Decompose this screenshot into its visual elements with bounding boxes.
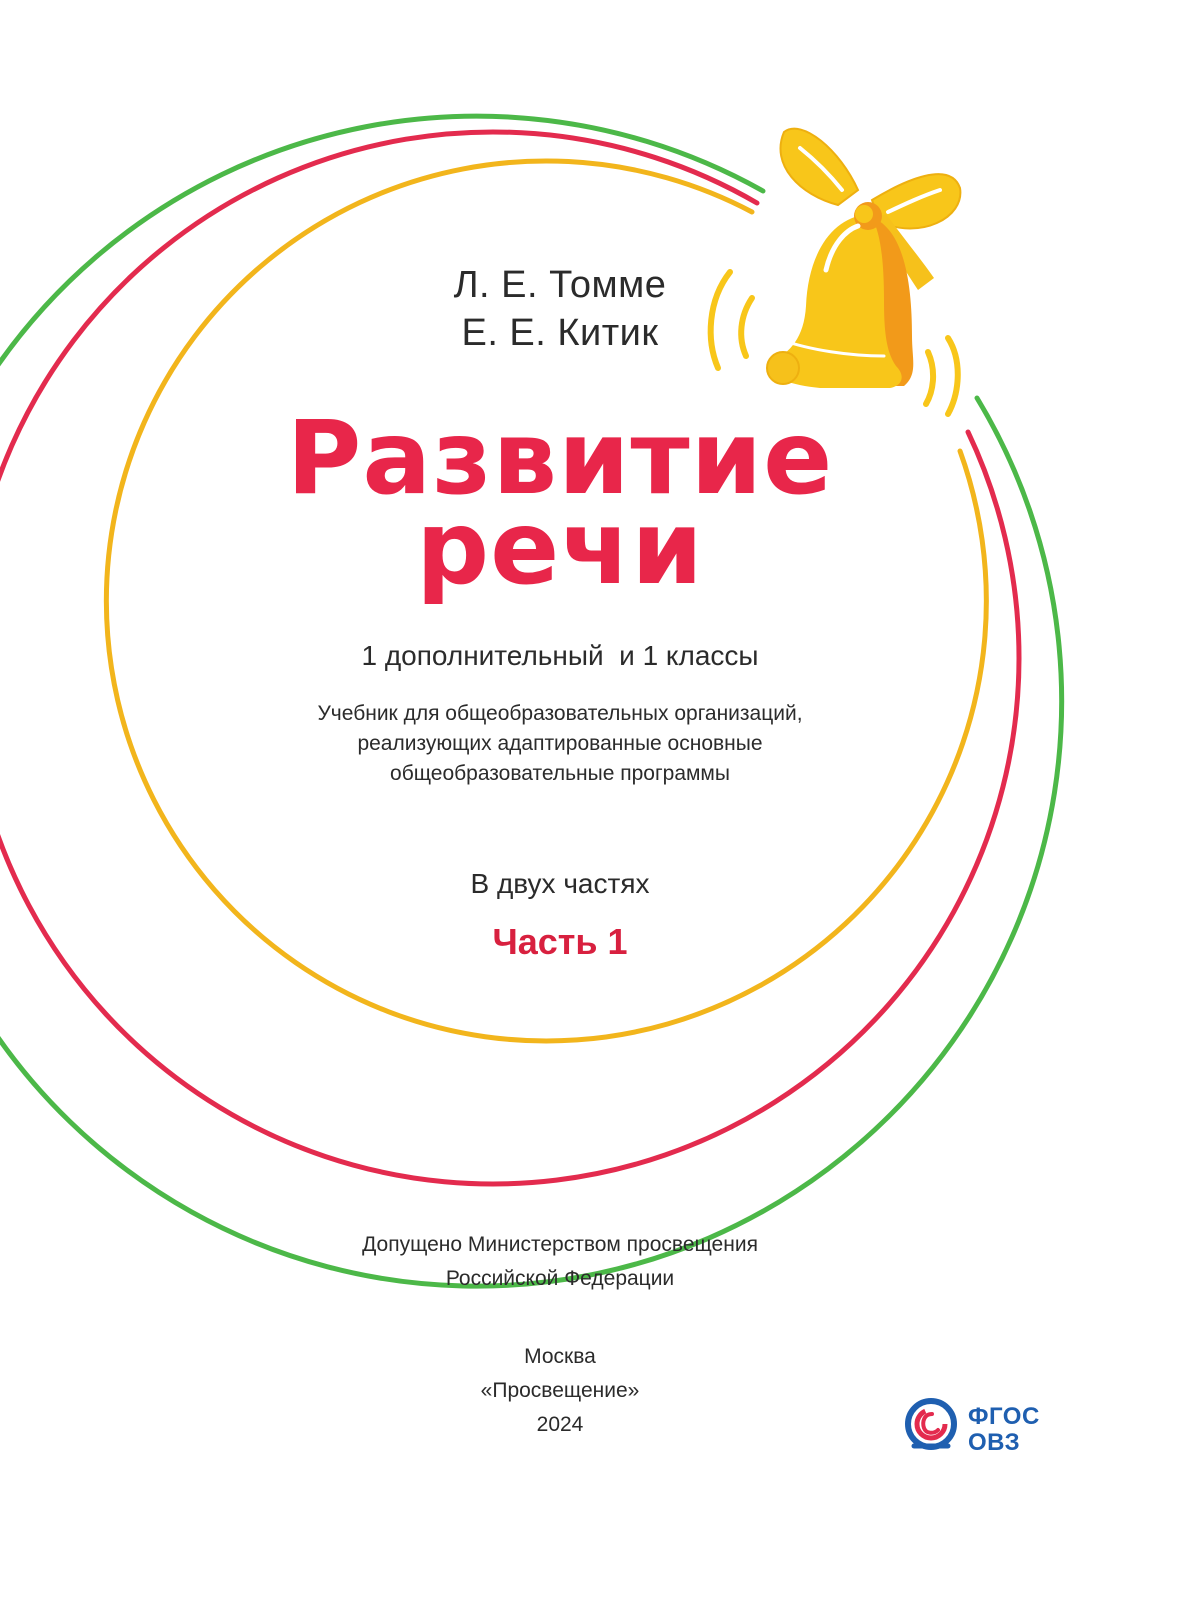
approval-line-2: Российской Федерации — [445, 1267, 675, 1290]
approval-line-1: Допущено Министерством просвещения — [362, 1233, 758, 1256]
logo-text-line-1: ФГОС — [968, 1403, 1040, 1430]
description-line-3: общеобразовательные программы — [390, 762, 730, 785]
part-label: Часть 1 — [492, 921, 628, 962]
imprint-publisher: «Просвещение» — [480, 1379, 640, 1402]
imprint-city: Москва — [524, 1345, 596, 1368]
fgos-emblem-icon — [904, 1396, 962, 1460]
logo-text-line-2: ОВЗ — [968, 1429, 1021, 1456]
fgos-ovz-logo — [904, 1396, 1054, 1460]
book-title-line-2: речи — [416, 489, 704, 608]
parts-note: В двух частях — [470, 868, 650, 899]
author-1: Л. Е. Томме — [453, 264, 667, 306]
author-2: Е. Е. Китик — [461, 312, 659, 354]
description-line-1: Учебник для общеобразовательных организаций, — [317, 702, 803, 725]
book-title-line-1: Развитие — [286, 399, 834, 518]
grades-label: 1 дополнительный и 1 классы — [361, 640, 759, 671]
description-line-2: реализующих адаптированные основные — [357, 732, 763, 755]
imprint-year: 2024 — [536, 1413, 584, 1436]
